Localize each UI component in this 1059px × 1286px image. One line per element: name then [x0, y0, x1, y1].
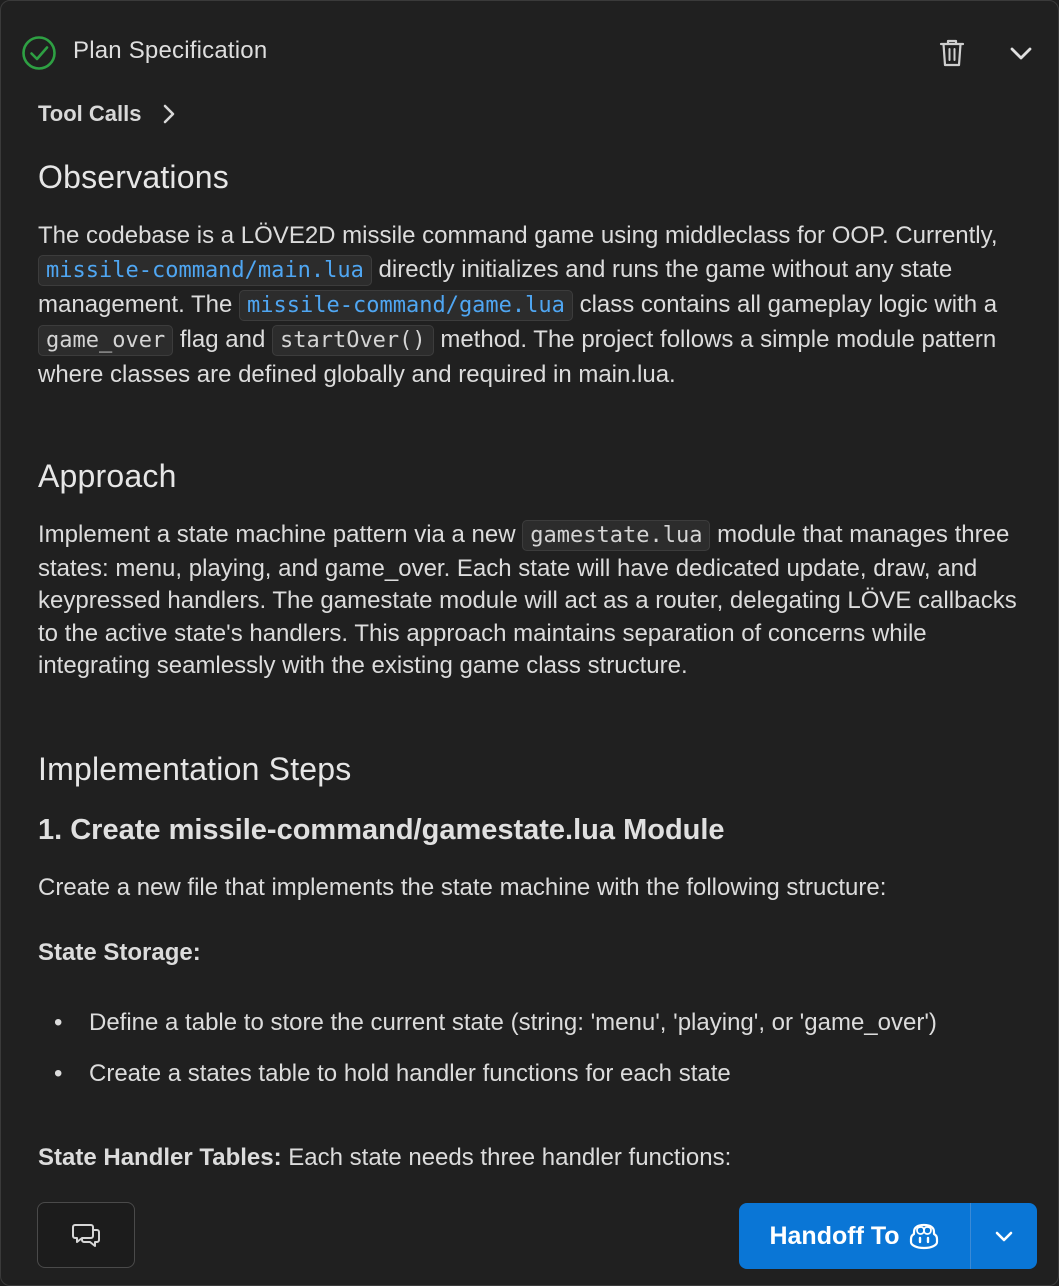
handoff-button[interactable]	[739, 1203, 970, 1269]
handoff-dropdown-button[interactable]	[971, 1203, 1037, 1269]
copilot-icon	[908, 1222, 940, 1250]
handoff-label: Handoff To	[769, 1221, 900, 1250]
state-handlers-text: State Handler Tables: Each state needs three handler functions:	[38, 1144, 732, 1171]
main-lua-link[interactable]: missile-command/main.lua	[38, 255, 372, 286]
step1-text: Create a new file that implements the state machine with the following structure:	[38, 874, 887, 901]
tool-calls-label: Tool Calls	[38, 101, 142, 126]
start-over-code: startOver()	[272, 325, 434, 356]
panel-footer	[1, 1191, 1058, 1286]
panel-header[interactable]	[1, 1, 1058, 105]
chat-bubbles-icon	[71, 1221, 101, 1249]
observations-heading: Observations	[38, 159, 229, 195]
chevron-right-icon	[162, 103, 176, 125]
state-handlers-label: State Handler Tables:	[38, 1144, 282, 1171]
plan-content	[38, 153, 1038, 1193]
game-lua-link[interactable]: missile-command/game.lua	[239, 290, 573, 321]
game-over-code: game_over	[38, 325, 173, 356]
list-item: • Define a table to store the current state (string: 'menu', 'playing', or 'game_over')	[54, 1009, 937, 1036]
implementation-heading: Implementation Steps	[38, 751, 352, 787]
approach-text: Implement a state machine pattern via a new gamestate.lua module that manages three states: menu, playing, and game_over. Each state will have dedicated update, draw, and keypressed handlers. The gamestate module will act as a router, delegating LÖVE callbacks to the active state's handlers. This approach maintains separation of concerns while integrating seamlessly with the existing game class structure.	[38, 521, 1017, 679]
chevron-down-icon	[993, 1228, 1015, 1244]
observations-text: The codebase is a LÖVE2D missile command game using middleclass for OOP. Currently, missile-command/main.lua directly initializes and runs the game without any state management. The missile-command/game.lua class contains all gameplay logic with a game_over flag and startOver() method. The project follows a simple module pattern where classes are defined globally and required in main.lua.	[38, 222, 998, 388]
chevron-down-icon[interactable]	[1007, 41, 1035, 65]
state-storage-list	[38, 1006, 1038, 1108]
trash-icon[interactable]	[937, 37, 967, 69]
tool-calls-toggle[interactable]	[38, 101, 176, 127]
step1-heading: 1. Create missile-command/gamestate.lua Module	[38, 814, 725, 846]
check-circle-icon	[21, 35, 57, 71]
gamestate-code: gamestate.lua	[522, 520, 710, 551]
state-storage-label: State Storage:	[38, 939, 201, 966]
list-item: • Create a states table to hold handler functions for each state	[54, 1060, 731, 1087]
handoff-button-group	[739, 1203, 1037, 1269]
comment-button[interactable]	[37, 1202, 135, 1268]
approach-heading: Approach	[38, 458, 177, 494]
panel-title: Plan Specification	[73, 37, 268, 64]
